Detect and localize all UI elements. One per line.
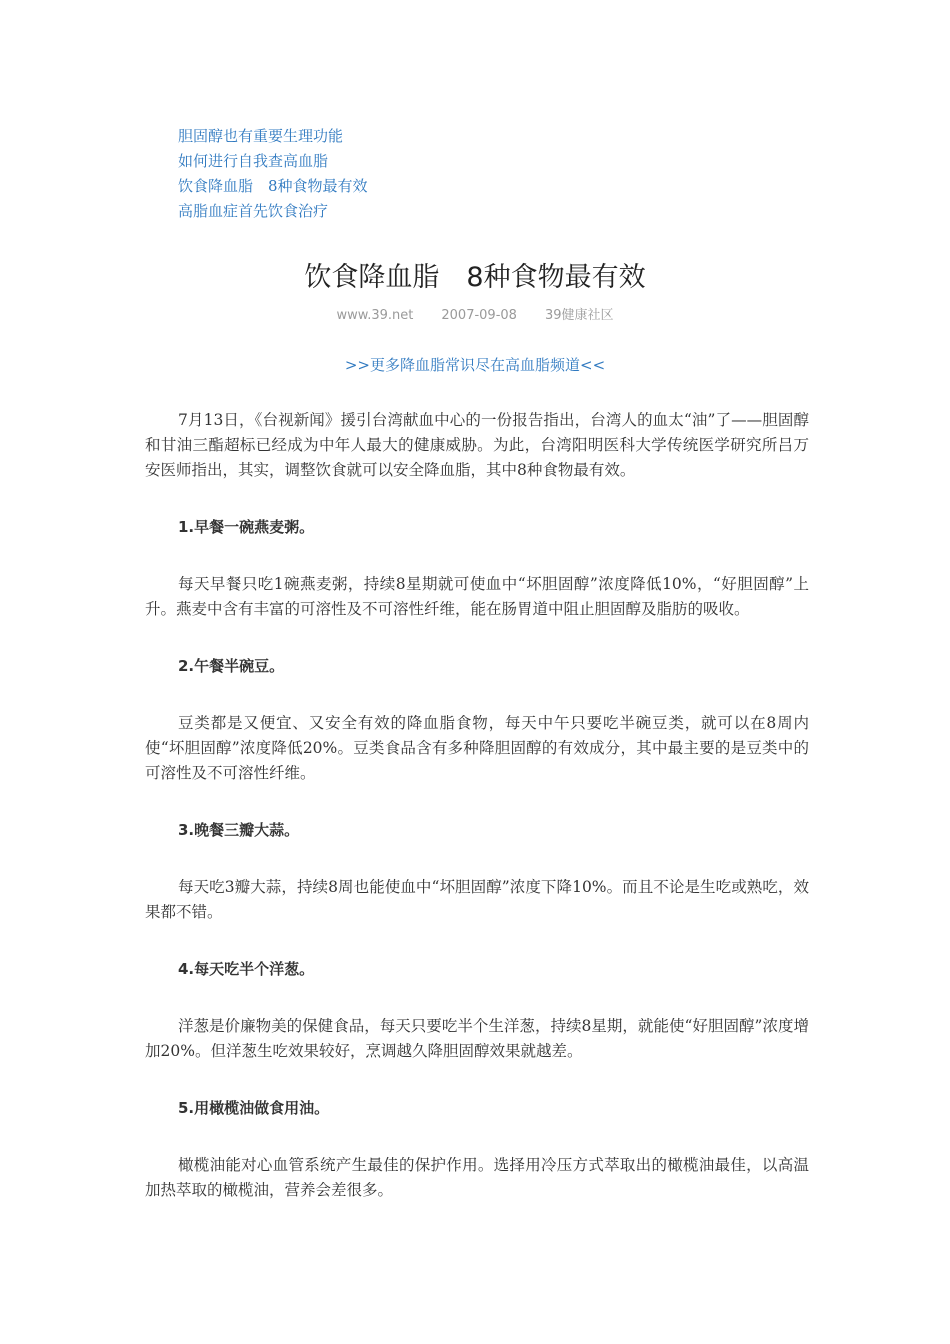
article-title: 饮食降血脂 8种食物最有效 xyxy=(304,262,646,293)
section-heading: 5.用橄榄油做食用油。 xyxy=(178,1099,330,1117)
section-paragraph: 洋葱是价廉物美的保健食品，每天只要吃半个生洋葱，持续8星期，就能使“好胆固醇”浓度增加20%。但洋葱生吃效果较好，烹调越久降胆固醇效果就越差。 xyxy=(145,1017,809,1060)
meta-date: 2007-09-08 xyxy=(441,308,517,323)
section-heading: 4.每天吃半个洋葱。 xyxy=(178,960,315,978)
section-heading: 1.早餐一碗燕麦粥。 xyxy=(178,518,315,536)
meta-source: 39健康社区 xyxy=(544,308,614,323)
related-links-list xyxy=(178,124,368,224)
section-paragraph: 每天早餐只吃1碗燕麦粥，持续8星期就可使血中“坏胆固醇”浓度降低10%，“好胆固醇”上升。燕麦中含有丰富的可溶性及不可溶性纤维，能在肠胃道中阻止胆固醇及脂肪的吸收。 xyxy=(145,575,809,618)
section-paragraph: 豆类都是又便宜、又安全有效的降血脂食物，每天中午只要吃半碗豆类，就可以在8周内使“坏胆固醇”浓度降低20%。豆类食品含有多种降胆固醇的有效成分，其中最主要的是豆类中的可溶性及不可溶性纤维。 xyxy=(145,714,809,782)
article-body xyxy=(145,408,809,1235)
meta-site: www.39.net xyxy=(336,308,414,323)
section-heading: 3.晚餐三瓣大蒜。 xyxy=(178,821,300,839)
section-heading: 2.午餐半碗豆。 xyxy=(178,657,285,675)
channel-link[interactable]: >>更多降血脂常识尽在高血脂频道<< xyxy=(344,356,606,374)
related-link[interactable]: 胆固醇也有重要生理功能 xyxy=(178,127,344,145)
related-link[interactable]: 如何进行自我查高血脂 xyxy=(178,152,329,170)
article-meta xyxy=(0,305,950,327)
related-link[interactable]: 饮食降血脂 8种食物最有效 xyxy=(178,177,368,195)
intro-paragraph: 7月13日，《台视新闻》援引台湾献血中心的一份报告指出，台湾人的血太“油”了——胆固醇和甘油三酯超标已经成为中年人最大的健康威胁。为此，台湾阳明医科大学传统医学研究所吕万安医师指出，其实，调整饮食就可以安全降血脂，其中8种食物最有效。 xyxy=(145,411,809,479)
section-paragraph: 橄榄油能对心血管系统产生最佳的保护作用。选择用冷压方式萃取出的橄榄油最佳，以高温加热萃取的橄榄油，营养会差很多。 xyxy=(145,1156,809,1199)
related-link[interactable]: 高脂血症首先饮食治疗 xyxy=(178,202,329,220)
section-paragraph: 每天吃3瓣大蒜，持续8周也能使血中“坏胆固醇”浓度下降10%。而且不论是生吃或熟吃，效果都不错。 xyxy=(145,878,809,921)
